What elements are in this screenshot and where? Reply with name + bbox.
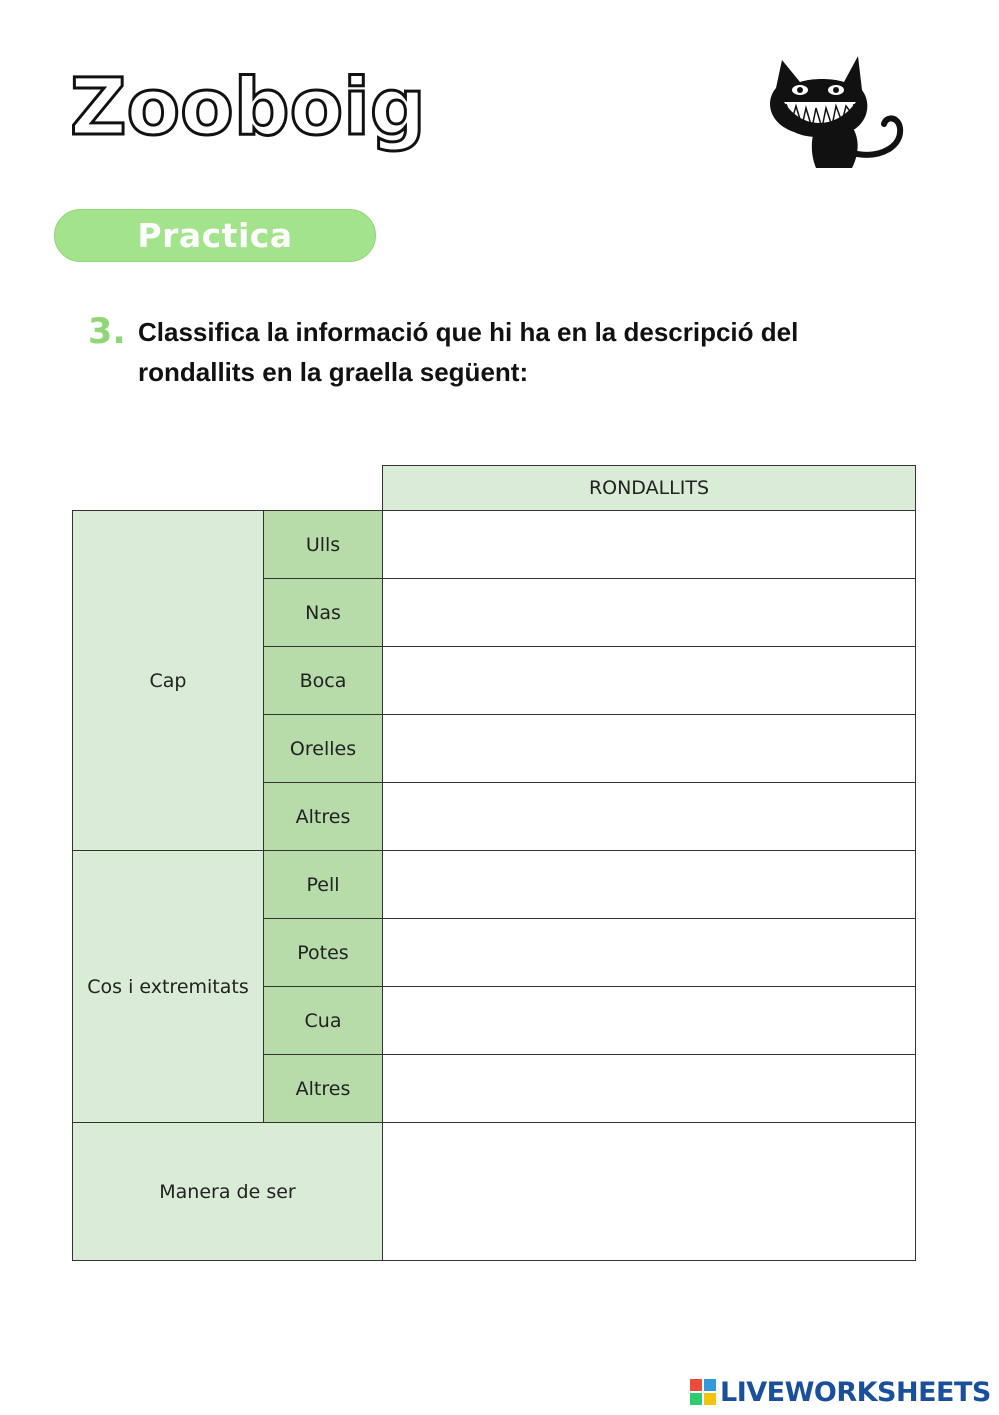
row-label: Nas — [264, 579, 383, 647]
row-label: Altres — [264, 1055, 383, 1123]
answer-cell[interactable] — [383, 647, 916, 715]
row-label: Boca — [264, 647, 383, 715]
empty-corner — [73, 466, 383, 511]
question-text: Classifica la informació que hi ha en la descripció del rondallits en la graella següent: — [138, 317, 799, 387]
answer-cell[interactable] — [383, 783, 916, 851]
row-label: Cua — [264, 987, 383, 1055]
group-label-cap: Cap — [73, 511, 264, 851]
answer-cell[interactable] — [383, 987, 916, 1055]
column-header: RONDALLITS — [383, 466, 916, 511]
answer-cell[interactable] — [383, 511, 916, 579]
zooboig-logo — [64, 52, 426, 172]
group-label-cos: Cos i extremitats — [73, 851, 264, 1123]
liveworksheets-logo-icon — [690, 1379, 716, 1405]
grinning-cat-icon — [762, 46, 912, 172]
row-label: Orelles — [264, 715, 383, 783]
answer-cell[interactable] — [383, 1123, 916, 1261]
section-badge — [54, 209, 376, 262]
question-number: 3. — [88, 312, 126, 352]
row-label: Pell — [264, 851, 383, 919]
row-label: Altres — [264, 783, 383, 851]
liveworksheets-brand[interactable] — [690, 1372, 991, 1412]
row-label: Potes — [264, 919, 383, 987]
section-label: Practica — [137, 216, 293, 255]
answer-cell[interactable] — [383, 579, 916, 647]
answer-cell[interactable] — [383, 919, 916, 987]
row-label: Ulls — [264, 511, 383, 579]
answer-cell[interactable] — [383, 715, 916, 783]
group-label-manera: Manera de ser — [73, 1123, 383, 1261]
answer-cell[interactable] — [383, 851, 916, 919]
brand-text: LIVEWORKSHEETS — [720, 1376, 991, 1408]
answer-cell[interactable] — [383, 1055, 916, 1123]
logo-text: Zooboig — [70, 63, 426, 153]
classification-table — [72, 465, 916, 1261]
